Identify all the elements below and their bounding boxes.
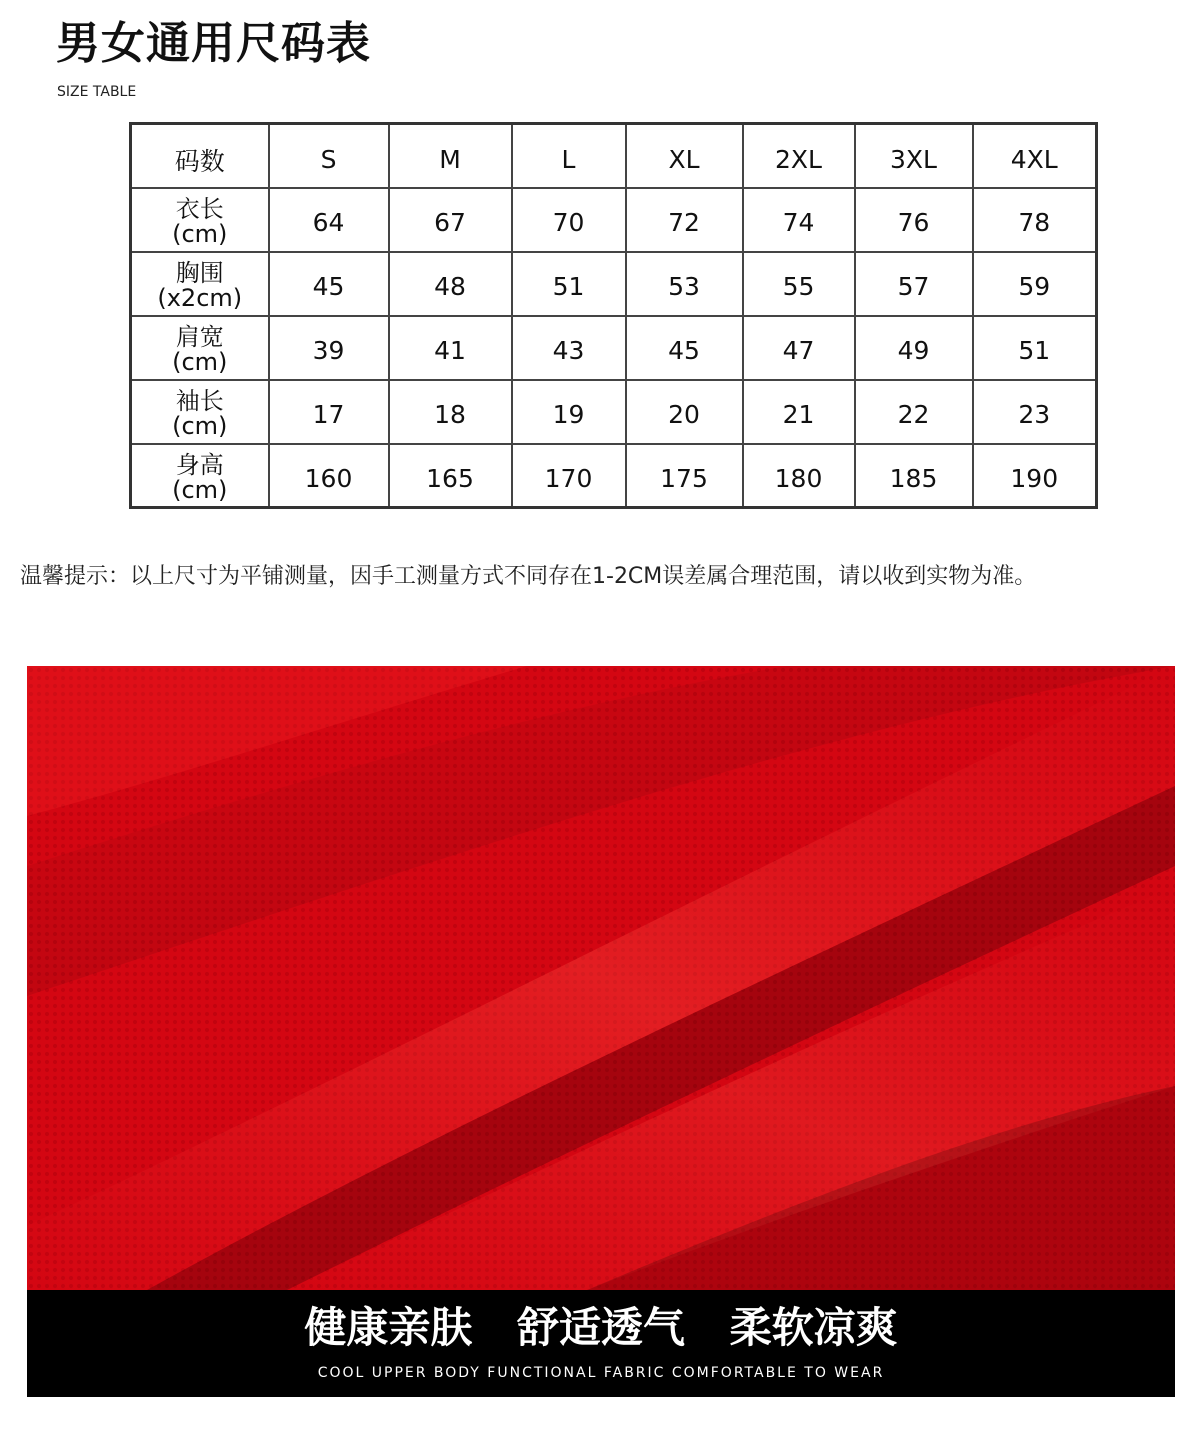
table-row bbox=[131, 252, 1097, 316]
row-label-unit: (cm) bbox=[172, 475, 228, 504]
row-label-unit: (cm) bbox=[172, 220, 228, 248]
value-cell: 17 bbox=[269, 380, 389, 444]
slogan-breathable: 舒适透气 bbox=[516, 1303, 685, 1352]
value-cell: 64 bbox=[269, 188, 389, 252]
size-header-cell: 3XL bbox=[855, 124, 973, 188]
row-label-unit: (x2cm) bbox=[157, 284, 243, 312]
value-cell: 78 bbox=[973, 188, 1097, 252]
size-header-cell: L bbox=[512, 124, 626, 188]
value-cell: 47 bbox=[743, 316, 855, 380]
size-header-cell: M bbox=[389, 124, 512, 188]
value-cell: 51 bbox=[973, 316, 1097, 380]
table-row bbox=[131, 444, 1097, 508]
banner-english-caption: COOL UPPER BODY FUNCTIONAL FABRIC COMFORTABLE TO WEAR bbox=[317, 1365, 885, 1381]
table-row bbox=[131, 380, 1097, 444]
value-cell: 43 bbox=[512, 316, 626, 380]
value-cell: 70 bbox=[512, 188, 626, 252]
value-cell: 72 bbox=[626, 188, 743, 252]
value-cell: 160 bbox=[269, 444, 389, 508]
value-cell: 22 bbox=[855, 380, 973, 444]
size-table bbox=[129, 122, 1098, 509]
value-cell: 76 bbox=[855, 188, 973, 252]
row-label-name: 袖长 bbox=[175, 387, 224, 415]
page-title: 男女通用尺码表 bbox=[56, 18, 371, 69]
value-cell: 19 bbox=[512, 380, 626, 444]
table-header-row bbox=[131, 124, 1097, 188]
row-label-name: 胸围 bbox=[175, 259, 224, 287]
value-cell: 39 bbox=[269, 316, 389, 380]
row-label-unit: (cm) bbox=[172, 412, 228, 440]
measurement-note: 温馨提示：以上尺寸为平铺测量，因手工测量方式不同存在1-2CM误差属合理范围，请以收到实物为准。 bbox=[20, 564, 1037, 589]
size-header-cell: S bbox=[269, 124, 389, 188]
value-cell: 190 bbox=[973, 444, 1097, 508]
banner-slogans bbox=[27, 1300, 1175, 1356]
banner bbox=[27, 1290, 1175, 1397]
row-label-cell bbox=[131, 316, 269, 380]
value-cell: 185 bbox=[855, 444, 973, 508]
table-corner-cell: 码数 bbox=[131, 124, 269, 188]
row-label-cell bbox=[131, 188, 269, 252]
table-row bbox=[131, 188, 1097, 252]
value-cell: 170 bbox=[512, 444, 626, 508]
value-cell: 55 bbox=[743, 252, 855, 316]
slogan-soft-cool: 柔软凉爽 bbox=[729, 1303, 898, 1352]
value-cell: 180 bbox=[743, 444, 855, 508]
table-row bbox=[131, 316, 1097, 380]
value-cell: 21 bbox=[743, 380, 855, 444]
fabric-closeup-image bbox=[27, 666, 1175, 1290]
size-header-cell: XL bbox=[626, 124, 743, 188]
value-cell: 57 bbox=[855, 252, 973, 316]
value-cell: 45 bbox=[626, 316, 743, 380]
value-cell: 53 bbox=[626, 252, 743, 316]
value-cell: 18 bbox=[389, 380, 512, 444]
row-label-name: 肩宽 bbox=[175, 323, 224, 351]
value-cell: 175 bbox=[626, 444, 743, 508]
row-label-cell bbox=[131, 252, 269, 316]
size-header-cell: 2XL bbox=[743, 124, 855, 188]
row-label-unit: (cm) bbox=[172, 348, 228, 376]
value-cell: 165 bbox=[389, 444, 512, 508]
value-cell: 41 bbox=[389, 316, 512, 380]
size-header-cell: 4XL bbox=[973, 124, 1097, 188]
value-cell: 45 bbox=[269, 252, 389, 316]
row-label-cell bbox=[131, 444, 269, 508]
slogan-skin-friendly: 健康亲肤 bbox=[304, 1303, 473, 1352]
value-cell: 67 bbox=[389, 188, 512, 252]
row-label-name: 身高 bbox=[175, 450, 224, 479]
value-cell: 49 bbox=[855, 316, 973, 380]
value-cell: 74 bbox=[743, 188, 855, 252]
page-subtitle: SIZE TABLE bbox=[57, 84, 137, 100]
value-cell: 59 bbox=[973, 252, 1097, 316]
value-cell: 48 bbox=[389, 252, 512, 316]
row-label-cell bbox=[131, 380, 269, 444]
value-cell: 20 bbox=[626, 380, 743, 444]
value-cell: 23 bbox=[973, 380, 1097, 444]
value-cell: 51 bbox=[512, 252, 626, 316]
row-label-name: 衣长 bbox=[175, 195, 224, 223]
